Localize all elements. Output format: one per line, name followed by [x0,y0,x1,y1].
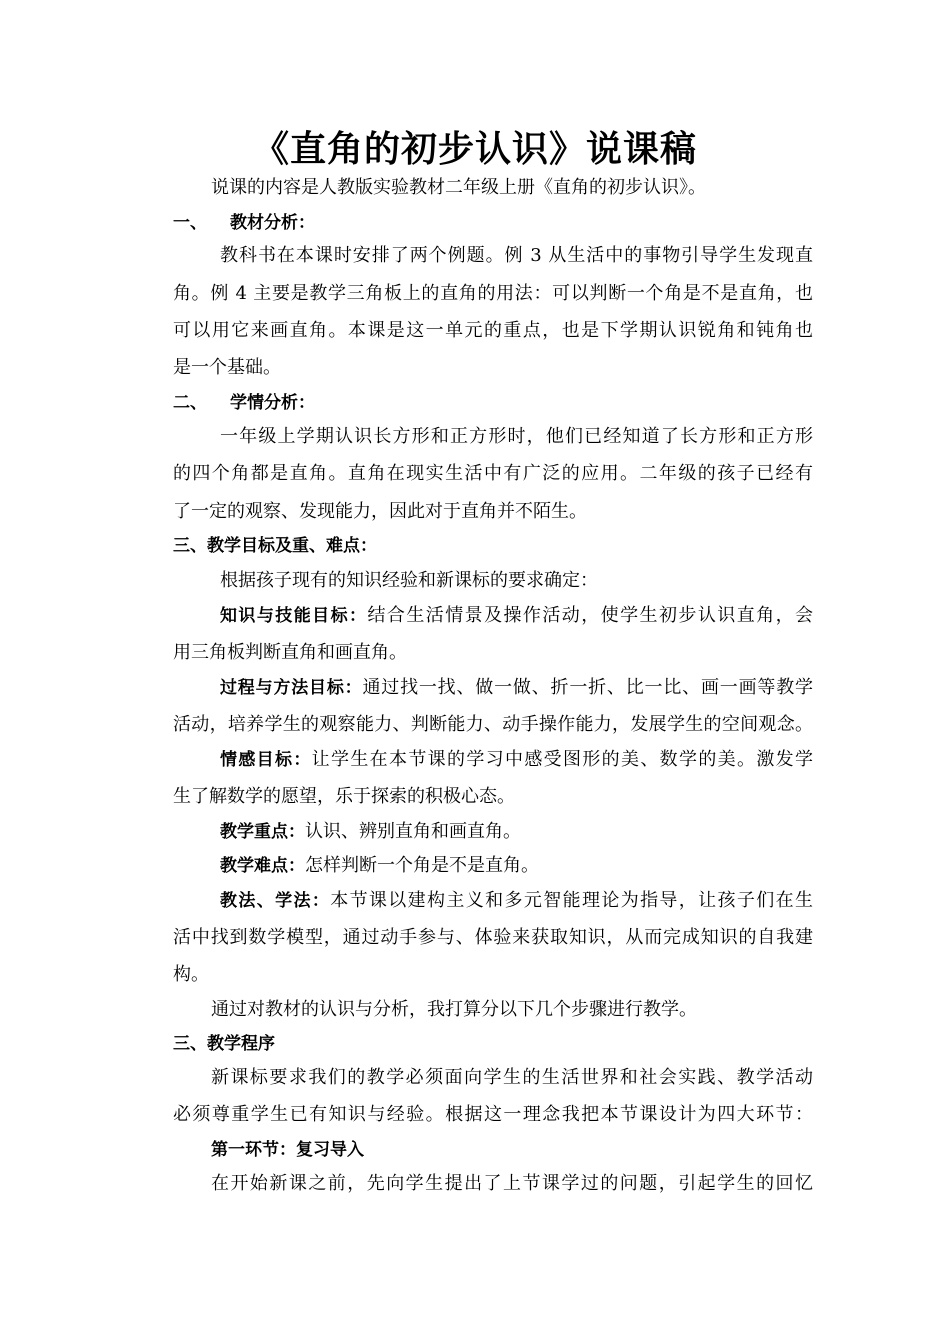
paragraph-line: 通过对教材的认识与分析，我打算分以下几个步骤进行教学。 [211,999,697,1020]
paragraph-line: 可以用它来画直角。本课是这一单元的重点，也是下学期认识锐角和钝角也 [173,320,813,341]
section-heading-materials [173,210,813,236]
method-label: 教法、学法： [220,891,331,911]
paragraph-line: 新课标要求我们的教学必须面向学生的生活世界和社会实践、教学活动 [211,1067,813,1088]
paragraph-line: 教科书在本课时安排了两个例题。例 3 从生活中的事物引导学生发现直 [220,245,813,266]
process-goal-text: 通过找一找、做一做、折一折、比一比、画一画等教学 [362,677,813,698]
key-point-text: 认识、辨别直角和画直角。 [305,821,521,842]
section-heading-text: 学情分析： [230,393,315,413]
key-point-label: 教学重点： [220,822,305,842]
intro-paragraph: 说课的内容是人教版实验教材二年级上册《直角的初步认识》。 [211,177,706,198]
knowledge-goal-line [220,603,813,629]
paragraph-line: 必须尊重学生已有知识与经验。根据这一理念我把本节课设计为四大环节： [173,1104,813,1125]
emotion-goal-line [220,747,813,773]
step1-heading: 第一环节：复习导入 [211,1140,364,1160]
knowledge-goal-text: 结合生活情景及操作活动，使学生初步认识直角，会 [367,605,813,626]
paragraph-line: 用三角板判断直角和画直角。 [173,642,407,663]
paragraph-line: 活中找到数学模型，通过动手参与、体验来获取知识，从而完成知识的自我建 [173,927,813,948]
knowledge-goal-label: 知识与技能目标： [220,606,368,626]
paragraph-line: 一年级上学期认识长方形和正方形时，他们已经知道了长方形和正方形 [220,426,813,447]
emotion-goal-text: 让学生在本节课的学习中感受图形的美、数学的美。激发学 [311,749,814,770]
paragraph-line: 活动，培养学生的观察能力、判断能力、动手操作能力，发展学生的空间观念。 [173,714,813,735]
section-heading-text: 教材分析： [230,213,315,233]
process-goal-line [220,675,813,701]
method-text: 本节课以建构主义和多元智能理论为指导，让孩子们在生 [330,890,814,911]
paragraph-line: 构。 [173,964,209,985]
paragraph-line: 根据孩子现有的知识经验和新课标的要求确定： [220,570,598,591]
paragraph-line: 生了解数学的愿望，乐于探索的积极心态。 [173,786,515,807]
section-heading-procedure: 三、教学程序 [173,1034,275,1054]
difficulty-text: 怎样判断一个角是不是直角。 [305,855,539,876]
section-heading-learners [173,390,813,416]
section-heading-goals: 三、教学目标及重、难点： [173,536,377,556]
document-title: 《直角的初步认识》说课稿 [252,129,697,170]
paragraph-line: 是一个基础。 [173,357,281,378]
process-goal-label: 过程与方法目标： [220,678,363,698]
paragraph-line: 角。例 4 主要是教学三角板上的直角的用法：可以判断一个角是不是直角，也 [173,283,813,304]
difficulty-label: 教学难点： [220,856,305,876]
emotion-goal-label: 情感目标： [220,750,312,770]
key-point-line [220,819,813,845]
difficulty-line [220,853,813,879]
section-number: 一、 [173,213,207,233]
paragraph-line: 了一定的观察、发现能力，因此对于直角并不陌生。 [173,501,587,522]
method-line [220,888,813,914]
paragraph-line: 的四个角都是直角。直角在现实生活中有广泛的应用。二年级的孩子已经有 [173,463,813,484]
paragraph-line: 在开始新课之前，先向学生提出了上节课学过的问题，引起学生的回忆 [211,1173,813,1194]
section-number: 二、 [173,393,207,413]
